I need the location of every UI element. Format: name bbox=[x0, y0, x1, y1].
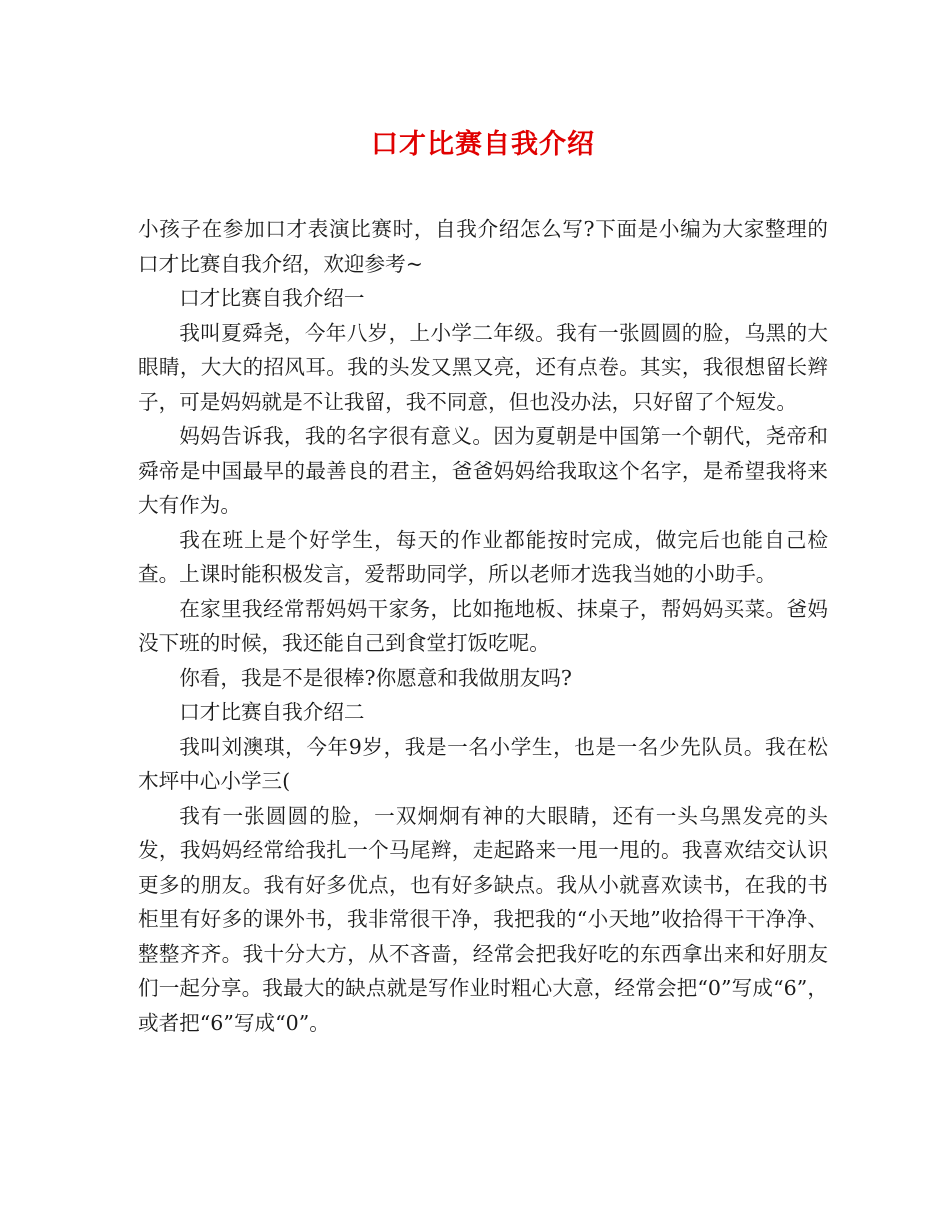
document-body bbox=[138, 212, 828, 1040]
paragraph: 我叫夏舜尧，今年八岁，上小学二年级。我有一张圆圆的脸，乌黑的大眼睛，大大的招风耳。我的头发又黑又亮，还有点卷。其实，我很想留长辫子，可是妈妈就是不让我留，我不同意，但也没办法，只好留了个短发。 bbox=[138, 320, 828, 414]
document-title: 口才比赛自我介绍 bbox=[371, 129, 595, 160]
document-page bbox=[138, 124, 828, 1040]
paragraph: 我叫刘澳琪，今年9岁，我是一名小学生，也是一名少先队员。我在松木坪中心小学三( bbox=[138, 734, 828, 793]
paragraph: 我有一张圆圆的脸，一双炯炯有神的大眼睛，还有一头乌黑发亮的头发，我妈妈经常给我扎一个马尾辫，走起路来一甩一甩的。我喜欢结交认识更多的朋友。我有好多优点，也有好多缺点。我从小就喜欢读书，在我的书柜里有好多的课外书，我非常很干净，我把我的“小天地”收拾得干干净净、整整齐齐。我十分大方，从不吝啬，经常会把我好吃的东西拿出来和好朋友们一起分享。我最大的缺点就是写作业时粗心大意，经常会把“0”写成“6”，或者把“6”写成“0”。 bbox=[138, 803, 828, 1035]
paragraph: 口才比赛自我介绍一 bbox=[179, 286, 365, 310]
paragraph: 你看，我是不是很棒?你愿意和我做朋友吗? bbox=[179, 665, 572, 690]
paragraph: 妈妈告诉我，我的名字很有意义。因为夏朝是中国第一个朝代，尧帝和舜帝是中国最早的最善良的君主，爸爸妈妈给我取这个名字，是希望我将来大有作为。 bbox=[138, 424, 828, 517]
paragraph: 小孩子在参加口才表演比赛时，自我介绍怎么写?下面是小编为大家整理的口才比赛自我介绍，欢迎参考~ bbox=[138, 217, 828, 276]
paragraph: 口才比赛自我介绍二 bbox=[179, 700, 365, 724]
paragraph: 我在班上是个好学生，每天的作业都能按时完成，做完后也能自己检查。上课时能积极发言，爱帮助同学，所以老师才选我当她的小助手。 bbox=[138, 527, 828, 586]
paragraph: 在家里我经常帮妈妈干家务，比如拖地板、抹桌子，帮妈妈买菜。爸妈没下班的时候，我还能自己到食堂打饭吃呢。 bbox=[138, 596, 828, 655]
